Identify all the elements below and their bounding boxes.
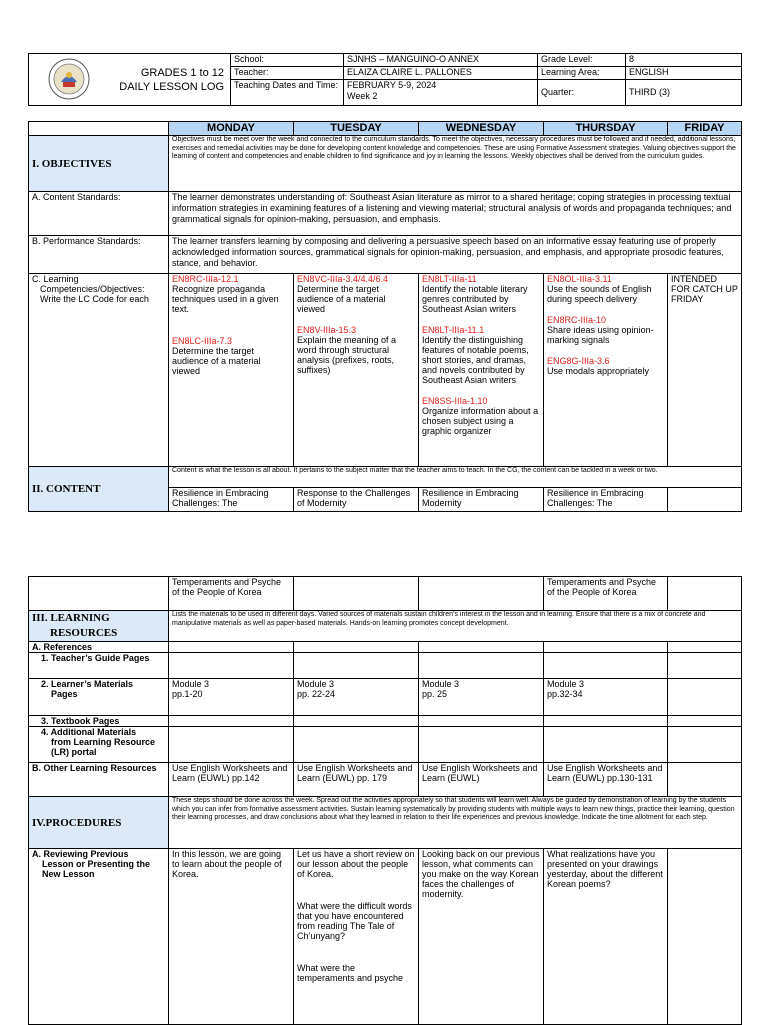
- lc-text: Use modals appropriately: [547, 366, 650, 376]
- lc-text: Recognize propaganda techniques used in a given text.: [172, 284, 279, 314]
- content-monday-cont: Temperaments and Psyche of the People of Korea: [169, 577, 294, 611]
- objectives-heading: I. OBJECTIVES: [29, 136, 169, 192]
- lm-module: Module 3: [422, 679, 460, 689]
- review-monday: In this lesson, we are going to learn about the people of Korea.: [169, 849, 294, 1025]
- school-label: School:: [231, 54, 344, 67]
- content-thursday: Resilience in Embracing Challenges: The: [544, 488, 668, 512]
- content-thursday-cont: Temperaments and Psyche of the People of Korea: [544, 577, 668, 611]
- lm-pages-label-2: Pages: [51, 689, 78, 699]
- review-tuesday-3: What were the temperaments and psyche: [297, 963, 404, 983]
- lc-text: Identify the distinguishing features of notable poems, short stories, and dramas, and novels contributed by Southeast Asian writers: [422, 335, 529, 385]
- lm-pages: pp. 22-24: [297, 689, 336, 699]
- additional-label-2: from Learning Resource: [51, 737, 156, 747]
- day-tuesday: TUESDAY: [294, 122, 419, 136]
- content-standards-text: The learner demonstrates understanding of: Southeast Asian literature as mirror to a shared heritage; coping strategies in processing textual information strategies in examining features of a listening and viewing material; structural analysis of words and propaganda techniques; and grammatical signals for opinion-making, persuasion, and emphasis.: [169, 192, 742, 236]
- quarter-label: Quarter:: [538, 80, 626, 106]
- review-label-2: Lesson or Presenting the: [42, 859, 151, 869]
- lc-text: Share ideas using opinion-marking signals: [547, 325, 654, 345]
- day-monday: MONDAY: [169, 122, 294, 136]
- review-tuesday-1: Let us have a short review on our lesson about the people of Korea.: [297, 849, 415, 879]
- review-thursday: What realizations have you presented on your drawings yesterday, about the different Korean poems?: [544, 849, 668, 1025]
- other-tuesday: Use English Worksheets and Learn (EUWL) pp. 179: [294, 763, 419, 797]
- lm-module: Module 3: [547, 679, 585, 689]
- content-monday: Resilience in Embracing Challenges: The: [169, 488, 294, 512]
- lm-pages: pp. 25: [422, 689, 448, 699]
- friday-note: INTENDED FOR CATCH UP FRIDAY: [668, 274, 742, 467]
- lc-code: EN8SS-IIIa-1.10: [422, 396, 488, 406]
- review-tuesday-2: What were the difficult words that you have encountered from reading The Tale of Ch’unyang?: [297, 901, 412, 941]
- review-label-3: New Lesson: [42, 869, 95, 879]
- lc-code: ENG8G-IIIa-3.6: [547, 356, 610, 366]
- area-value: ENGLISH: [626, 67, 742, 80]
- title-grades: GRADES 1 to 12: [140, 66, 224, 79]
- lc-code: EN8VC-IIIa-3.4/4.4/6.4: [297, 274, 389, 284]
- objectives-note: Objectives must be meet over the week and connected to the curriculum standards. To meet the objectives, necessary procedures must be followed and if needed, additional lessons, exercises and remedial activities may be done for developing content knowledge and competencies. These are using Formative Assessment strategies. Valuing objectives support the learning of content and competencies and enable children to find significance and joy in learning the lessons. Weekly objectives shall be derived from the curriculum guides.: [169, 136, 742, 192]
- lc-code: EN8LT-IIIa-11.1: [422, 325, 485, 335]
- other-thursday: Use English Worksheets and Learn (EUWL) pp.130-131: [544, 763, 668, 797]
- lc-text: Explain the meaning of a word through structural analysis (prefixes, roots, suffixes): [297, 335, 397, 375]
- lc-code: EN8LT-IIIa-11: [422, 274, 477, 284]
- objectives-table: [28, 121, 742, 512]
- additional-label: 4. Additional Materials: [41, 727, 137, 737]
- content-note: Content is what the lesson is all about. It pertains to the subject matter that the teacher aims to teach. In the CG, the content can be tackled in a week or two.: [169, 467, 742, 488]
- references-label: A. References: [29, 642, 169, 653]
- performance-standards-label: B. Performance Standards:: [29, 236, 169, 274]
- header-table: [28, 53, 742, 106]
- competencies-label: C. Learning: [32, 274, 79, 284]
- review-wednesday: Looking back on our previous lesson, what comments can you make on the way Korean faces the challenges of modernity.: [419, 849, 544, 1025]
- teacher-value: ELAIZA CLAIRE L. PALLONES: [344, 67, 538, 80]
- other-resources-label: B. Other Learning Resources: [29, 763, 169, 797]
- competencies-label-3: Write the LC Code for each: [40, 294, 149, 304]
- other-monday: Use English Worksheets and Learn (EUWL) pp.142: [169, 763, 294, 797]
- lc-text: Organize information about a chosen subject using a graphic organizer: [422, 406, 539, 436]
- textbook-label: 3. Textbook Pages: [29, 716, 169, 727]
- title-dll: DAILY LESSON LOG: [119, 80, 224, 93]
- lm-pages: pp.32-34: [547, 689, 583, 699]
- lc-text: Determine the target audience of a material viewed: [297, 284, 386, 314]
- lm-module: Module 3: [297, 679, 335, 689]
- content-heading: II. CONTENT: [29, 467, 169, 512]
- tg-pages-label: 1. Teacher’s Guide Pages: [29, 653, 169, 679]
- additional-label-3: (LR) portal: [51, 747, 97, 757]
- lc-text: Identify the notable literary genres contributed by Southeast Asian writers: [422, 284, 528, 314]
- dates-label: Teaching Dates and Time:: [231, 80, 344, 106]
- lc-code: EN8LC-IIIa-7.3: [172, 336, 233, 346]
- review-label: A. Reviewing Previous: [32, 849, 129, 859]
- teacher-label: Teacher:: [231, 67, 344, 80]
- grade-label: Grade Level:: [538, 54, 626, 67]
- resources-note: Lists the materials to be used in different days. Varied sources of materials sustain children’s interest in the lesson and in learning. Ensure that there is a mix of concrete and manipulative materials as well as paper-based materials. Hands-on learning promotes concept development.: [169, 611, 742, 642]
- resources-table: [28, 576, 742, 1025]
- day-friday: FRIDAY: [668, 122, 742, 136]
- content-tuesday: Response to the Challenges of Modernity: [294, 488, 419, 512]
- lc-code: EN8V-IIIa-15.3: [297, 325, 357, 335]
- school-value: SJNHS – MANGUINO-O ANNEX: [344, 54, 538, 67]
- performance-standards-text: The learner transfers learning by composing and delivering a persuasive speech based on an informative essay featuring use of properly acknowledged information sources, grammatical signals for opinion-making, persuasion, and emphasis, and appropriate prosodic features, stance, and behavior.: [169, 236, 742, 274]
- quarter-value: THIRD (3): [626, 80, 742, 106]
- procedures-note: These steps should be done across the week. Spread out the activities appropriately so that students will learn well. Always be guided by demonstration of learning by the students which you can infer from formative assessment activities. Sustain learning systematically by providing students with multiple ways to learn new things, practice their learning, question their learning processes, and draw conclusions about what they learned in relation to their life experiences and previous knowledge. Indicate the time allotment for each step.: [169, 797, 742, 849]
- other-wednesday: Use English Worksheets and Learn (EUWL): [419, 763, 544, 797]
- content-wednesday: Resilience in Embracing Modernity: [419, 488, 544, 512]
- lc-code: EN8RC-IIIa-10: [547, 315, 607, 325]
- resources-heading: III. LEARNING: [32, 612, 110, 624]
- dates-value: FEBRUARY 5-9, 2024: [347, 80, 437, 90]
- lm-pages-label: 2. Learner’s Materials: [41, 679, 134, 689]
- week-value: Week 2: [347, 91, 378, 101]
- procedures-heading: IV.PROCEDURES: [29, 797, 169, 849]
- content-standards-label: A. Content Standards:: [29, 192, 169, 236]
- lc-code: EN8RC-IIIa-12.1: [172, 274, 239, 284]
- day-wednesday: WEDNESDAY: [419, 122, 544, 136]
- grade-value: 8: [626, 54, 742, 67]
- lc-code: EN8OL-IIIa-3.11: [547, 274, 612, 284]
- lm-module: Module 3: [172, 679, 210, 689]
- day-thursday: THURSDAY: [544, 122, 668, 136]
- resources-heading-2: RESOURCES: [50, 627, 118, 639]
- area-label: Learning Area:: [538, 67, 626, 80]
- competencies-label-2: Competencies/Objectives:: [40, 284, 145, 294]
- lc-text: Determine the target audience of a material viewed: [172, 346, 261, 376]
- lm-pages: pp.1-20: [172, 689, 203, 699]
- lc-text: Use the sounds of English during speech delivery: [547, 284, 652, 304]
